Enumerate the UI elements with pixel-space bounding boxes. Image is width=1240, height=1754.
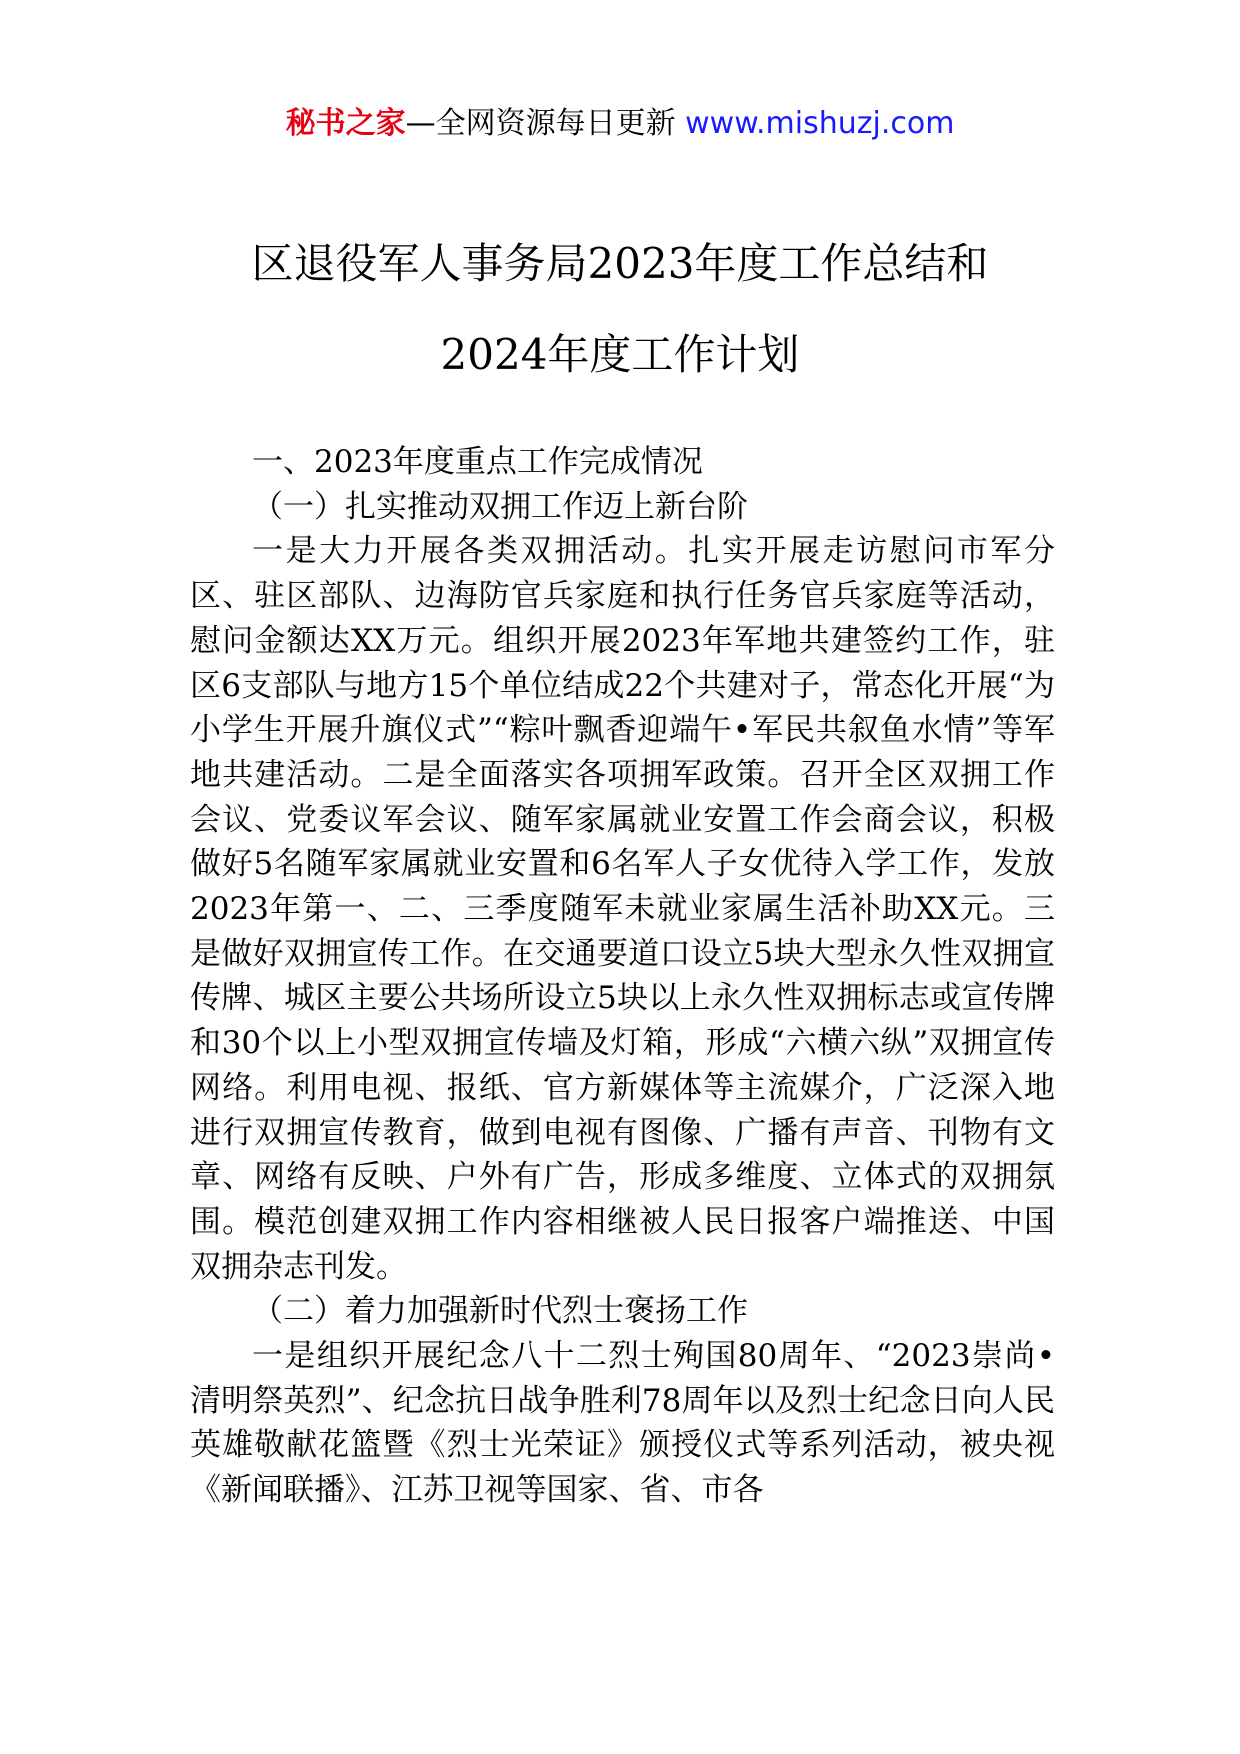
document-title-line-2: 2024年度工作计划 — [440, 330, 800, 379]
section-heading-1: 一、2023年度重点工作完成情况 — [252, 444, 703, 480]
brand-name: 秘书之家 — [285, 106, 406, 141]
body-paragraph-2: 一是组织开展纪念八十二烈士殉国80周年、“2023崇尚•清明祭英烈”、纪念抗日战争胜利78周年以及烈士纪念日向人民英雄敬献花篮暨《烈士光荣证》颁授仪式等系列活动，被央视《新闻联播》、江苏卫视等国家、省、市各 — [190, 1338, 1055, 1509]
document-body — [190, 440, 1055, 1513]
document-title-line-1: 区退役军人事务局2023年度工作总结和 — [251, 239, 989, 288]
site-url-link[interactable]: www.mishuzj.com — [685, 106, 955, 141]
site-header — [0, 100, 1240, 148]
header-slogan: —全网资源每日更新 — [405, 106, 676, 141]
subsection-heading-2: （二）着力加强新时代烈士褒扬工作 — [252, 1293, 748, 1330]
body-paragraph-1: 一是大力开展各类双拥活动。扎实开展走访慰问市军分区、驻区部队、边海防官兵家庭和执行任务官兵家庭等活动，慰问金额达XX万元。组织开展2023年军地共建签约工作，驻区6支部队与地方15个单位结成22个共建对子，常态化开展“为小学生开展升旗仪式”“粽叶飘香迎端午•军民共叙鱼水情”等军地共建活动。二是全面落实各项拥军政策。召开全区双拥工作会议、党委议军会议、随军家属就业安置工作会商会议，积极做好5名随军家属就业安置和6名军人子女优待入学工作，发放2023年第一、二、三季度随军未就业家属生活补助XX元。三是做好双拥宣传工作。在交通要道口设立5块大型永久性双拥宣传牌、城区主要公共场所设立5块以上永久性双拥标志或宣传牌和30个以上小型双拥宣传墙及灯箱，形成“六横六纵”双拥宣传网络。利用电视、报纸、官方新媒体等主流媒介，广泛深入地进行双拥宣传教育，做到电视有图像、广播有声音、刊物有文章、网络有反映、户外有广告，形成多维度、立体式的双拥氛围。模范创建双拥工作内容相继被人民日报客户端推送、中国双拥杂志刊发。 — [190, 533, 1055, 1285]
subsection-heading-1: （一）扎实推动双拥工作迈上新台阶 — [252, 488, 748, 525]
